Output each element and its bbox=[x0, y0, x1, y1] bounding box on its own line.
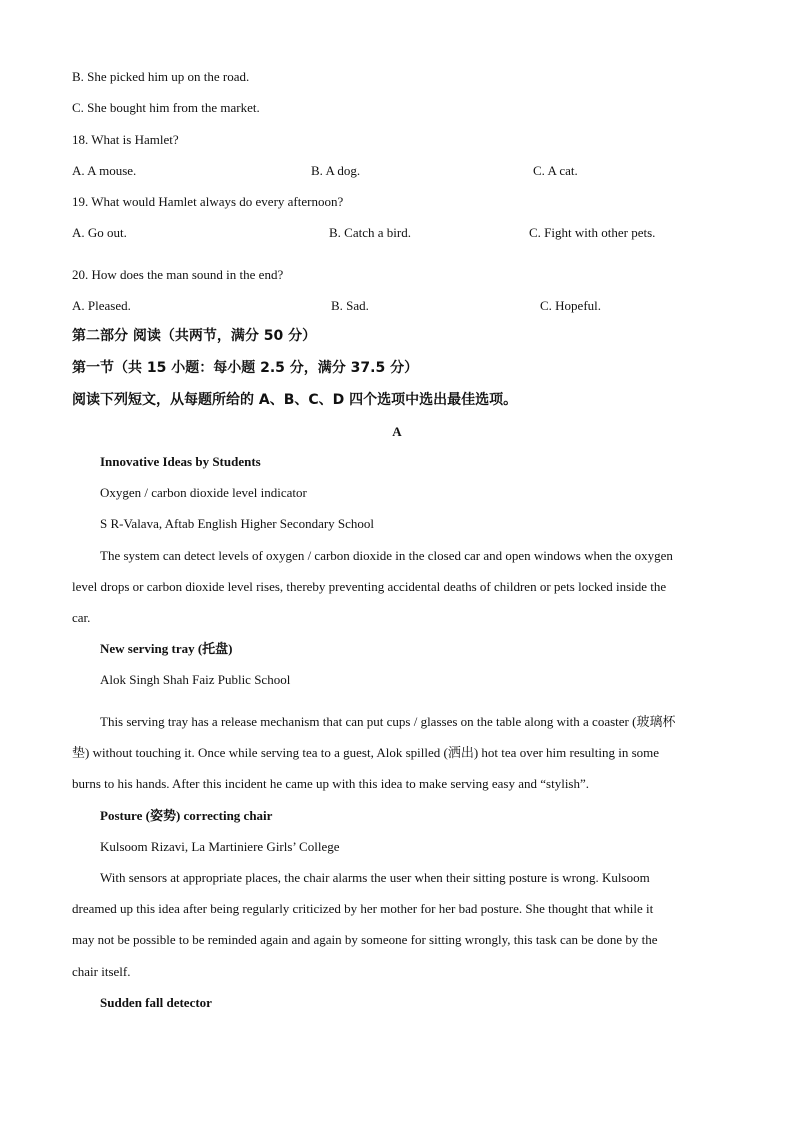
q20-option-c: C. Hopeful. bbox=[540, 298, 602, 313]
item3-text-line: With sensors at appropriate places, the chair alarms the user when their sitting posture is wrong. Kulsoom bbox=[100, 870, 650, 885]
q20-option-a: A. Pleased. bbox=[72, 298, 131, 313]
item2-text-line: burns to his hands. After this incident he came up with this idea to make serving easy and “stylish”. bbox=[72, 776, 590, 791]
item2-name: New serving tray (托盘) bbox=[100, 641, 233, 656]
item3-name: Posture (姿势) correcting chair bbox=[100, 808, 273, 823]
q18-question: 18. What is Hamlet? bbox=[72, 132, 179, 147]
q17-option-b: B. She picked him up on the road. bbox=[72, 69, 250, 84]
item2-author: Alok Singh Shah Faiz Public School bbox=[100, 672, 291, 687]
passage-letter: A bbox=[392, 424, 402, 439]
item1-text-line: car. bbox=[72, 610, 91, 625]
q17-option-c: C. She bought him from the market. bbox=[72, 100, 260, 115]
item1-author: S R-Valava, Aftab English Higher Secondary School bbox=[100, 516, 375, 531]
item1-text-line: level drops or carbon dioxide level rises, thereby preventing accidental deaths of children or pets locked inside the bbox=[72, 579, 667, 594]
q18-option-a: A. A mouse. bbox=[72, 163, 137, 178]
item3-text-line: dreamed up this idea after being regularly criticized by her mother for her bad posture. She thought that while it bbox=[72, 901, 654, 916]
q19-option-c: C. Fight with other pets. bbox=[529, 225, 656, 240]
item2-text-line: This serving tray has a release mechanism that can put cups / glasses on the table along with a coaster (玻璃杯 bbox=[100, 714, 676, 729]
q20-option-b: B. Sad. bbox=[331, 298, 369, 313]
item4-name: Sudden fall detector bbox=[100, 995, 212, 1010]
q19-option-b: B. Catch a bird. bbox=[329, 225, 411, 240]
q19-question: 19. What would Hamlet always do every afternoon? bbox=[72, 194, 344, 209]
item3-author: Kulsoom Rizavi, La Martiniere Girls’ College bbox=[100, 839, 340, 854]
item1-text-line: The system can detect levels of oxygen / carbon dioxide in the closed car and open windows when the oxygen bbox=[100, 548, 673, 563]
q19-option-a: A. Go out. bbox=[72, 225, 127, 240]
q18-option-c: C. A cat. bbox=[533, 163, 578, 178]
item3-text-line: may not be possible to be reminded again and again by someone for sitting wrongly, this task can be done by the bbox=[72, 932, 658, 947]
item1-name: Oxygen / carbon dioxide level indicator bbox=[100, 485, 307, 500]
part2-heading: 第二部分 阅读（共两节，满分 50 分） bbox=[72, 328, 317, 344]
item3-text-line: chair itself. bbox=[72, 964, 131, 979]
item2-text-line: 垫) without touching it. Once while serving tea to a guest, Alok spilled (洒出) hot tea over him resulting in some bbox=[72, 745, 660, 760]
q20-question: 20. How does the man sound in the end? bbox=[72, 267, 284, 282]
q18-option-b: B. A dog. bbox=[311, 163, 361, 178]
reading-instruction: 阅读下列短文，从每题所给的 A、B、C、D 四个选项中选出最佳选项。 bbox=[72, 392, 518, 408]
section1-heading: 第一节（共 15 小题：每小题 2.5 分，满分 37.5 分） bbox=[72, 360, 419, 376]
passage-title: Innovative Ideas by Students bbox=[100, 454, 261, 469]
